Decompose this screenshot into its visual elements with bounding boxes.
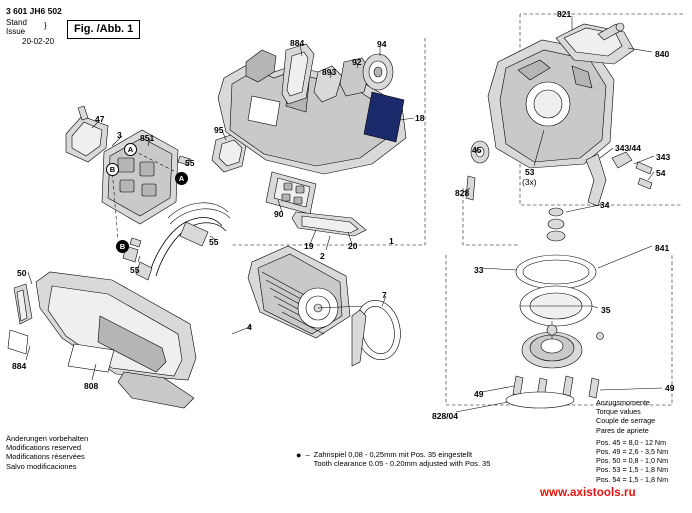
callout-893: 893 (322, 67, 337, 77)
callout-18: 18 (415, 113, 425, 123)
tag-b-filled: B (116, 240, 129, 253)
callout-821: 821 (557, 9, 572, 19)
callout-55-a: 55 (185, 158, 195, 168)
callout-7: 7 (382, 290, 387, 300)
callout-45: 45 (472, 145, 482, 155)
callout-90: 90 (274, 209, 284, 219)
torque-title-de: Anzugsmomente (596, 398, 650, 407)
note-en: Modifications reserved (6, 443, 82, 453)
callout-884-left: 884 (12, 361, 27, 371)
torque-row-54: Pos. 54 = 1,5 - 1,8 Nm (596, 474, 669, 484)
figure-badge: Fig. /Abb. 1 (67, 20, 140, 39)
tag-a-outline: A (124, 143, 137, 156)
callout-343: 343 (656, 152, 671, 162)
tag-b-outline: B (106, 163, 119, 176)
bullet-icon: ● (296, 450, 302, 460)
site-url[interactable]: www.axistools.ru (540, 487, 636, 499)
callout-828: 828 (455, 188, 470, 198)
footer-notes (6, 434, 88, 471)
issue-label: Issue (6, 27, 26, 36)
dash-icon: – (305, 450, 310, 459)
callout-840: 840 (655, 49, 670, 59)
callout-19: 19 (304, 241, 314, 251)
torque-title-en: Torque values (596, 407, 641, 417)
callout-841: 841 (655, 243, 670, 253)
callout-3: 3 (117, 130, 122, 140)
callout-53-qty: (3x) (522, 177, 537, 187)
callout-50: 50 (17, 268, 27, 278)
callout-95: 95 (214, 125, 224, 135)
callout-47: 47 (95, 114, 105, 124)
callout-1: 1 (389, 236, 394, 246)
callout-828-04: 828/04 (432, 411, 458, 421)
callout-53: 53 (525, 167, 535, 177)
callout-808: 808 (84, 381, 99, 391)
callout-49-b: 49 (665, 383, 675, 393)
header-date: 20-02-20 (22, 37, 55, 46)
callout-55-b: 55 (209, 237, 219, 247)
tooth-clearance-text (314, 450, 491, 468)
torque-block (596, 398, 668, 484)
callout-55-c: 55 (130, 265, 140, 275)
callout-94: 94 (377, 39, 387, 49)
tag-a-filled: A (175, 172, 188, 185)
callout-54: 54 (656, 168, 666, 178)
callout-2: 2 (320, 251, 325, 261)
callout-4: 4 (247, 322, 252, 332)
note-de: Änderungen vorbehalten (6, 434, 89, 443)
torque-row-49: Pos. 49 = 2,6 - 3,5 Nm (596, 447, 669, 457)
callout-884-top: 884 (290, 38, 305, 48)
callout-34: 34 (600, 200, 610, 210)
note-fr: Modifications réservées (6, 452, 85, 462)
torque-title-fr: Couple de serrage (596, 416, 656, 426)
tooth-clearance-en: Tooth clearance 0.05 - 0.20mm adjusted with Pos. 35 (313, 459, 491, 469)
torque-row-53: Pos. 53 = 1,5 - 1,8 Nm (596, 465, 669, 475)
note-es: Salvo modificaciones (6, 461, 77, 471)
tooth-clearance-note (296, 450, 490, 468)
stand-label: Stand (6, 18, 27, 27)
callout-33: 33 (474, 265, 484, 275)
callout-35: 35 (601, 305, 611, 315)
callout-343-44: 343/44 (615, 143, 641, 153)
callout-92: 92 (352, 57, 362, 67)
part-number: 3 601 JH6 502 (6, 6, 62, 16)
torque-row-50: Pos. 50 = 0,8 - 1,0 Nm (596, 456, 669, 466)
torque-title-es: Pares de apriete (596, 425, 649, 435)
tooth-clearance-de: Zahnspiel 0,08 - 0,25mm mit Pos. 35 eingestellt (313, 450, 473, 459)
callout-851: 851 (140, 133, 155, 143)
callout-20: 20 (348, 241, 358, 251)
callout-49-a: 49 (474, 389, 484, 399)
torque-row-45: Pos. 45 = 8,0 - 12 Nm (596, 437, 667, 447)
header-brace: } (44, 21, 47, 30)
